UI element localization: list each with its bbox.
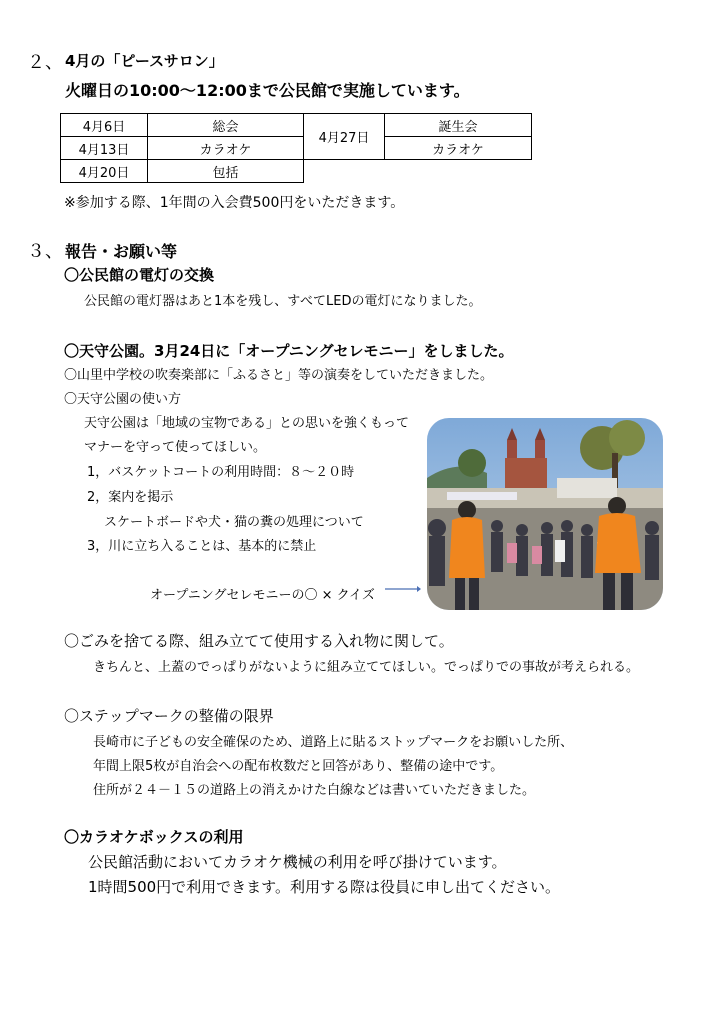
garbage-heading: 〇ごみを捨てる際、組み立てて使用する入れ物に関して。 xyxy=(64,632,454,650)
section2-subtitle: 火曜日の10:00～12:00まで公民館で実施しています。 xyxy=(65,81,470,100)
section2-title: 4月の「ピースサロン」 xyxy=(65,52,224,70)
schedule-event: 総会 xyxy=(148,114,304,137)
schedule-event-right: カラオケ xyxy=(385,137,532,160)
schedule-event: カラオケ xyxy=(148,137,304,160)
park-rule: 3，川に立ち入ることは、基本的に禁止 xyxy=(87,539,317,554)
park-rule: 2，案内を掲示 xyxy=(87,490,174,505)
section3-title: 報告・お願い等 xyxy=(65,242,178,261)
step-line: 長崎市に子どもの安全確保のため、道路上に貼るストップマークをお願いした所、 xyxy=(93,735,574,750)
park-heading: 〇天守公園。3月24日に「オープニングセレモニー」をしました。 xyxy=(64,342,514,360)
schedule-date-right: 4月27日 xyxy=(304,114,385,160)
schedule-date: 4月13日 xyxy=(61,137,148,160)
section2-number: ２、 xyxy=(27,52,63,73)
park-rule-detail: スケートボードや犬・猫の糞の処理について xyxy=(104,515,364,530)
park-line: 〇天守公園の使い方 xyxy=(64,392,182,407)
membership-fee-note: ※参加する際、1年間の入会費500円をいただきます。 xyxy=(64,195,405,211)
step-line: 年間上限5枚が自治会への配布枚数だと回答があり、整備の途中です。 xyxy=(93,759,504,774)
step-line: 住所が２４－１５の道路上の消えかけた白線などは書いていただきました。 xyxy=(93,783,536,798)
garbage-body: きちんと、上蓋のでっぱりがないように組み立ててほしい。でっぱりでの事故が考えられる。 xyxy=(93,660,640,675)
karaoke-line: 1時間500円で利用できます。利用する際は役員に申し出てください。 xyxy=(88,878,560,896)
photo-caption: オープニングセレモニーの〇 × クイズ xyxy=(150,588,375,603)
section3-number: ３、 xyxy=(27,241,63,262)
schedule-event: 包括 xyxy=(148,160,304,183)
light-body: 公民館の電灯器はあと1本を残し、すべてLEDの電灯になりました。 xyxy=(84,294,482,309)
light-heading: 〇公民館の電灯の交換 xyxy=(64,266,215,284)
park-line: 天守公園は「地域の宝物である」との思いを強くもって xyxy=(84,416,410,431)
caption-arrow-icon xyxy=(385,584,421,594)
schedule-table xyxy=(60,113,532,183)
schedule-date: 4月6日 xyxy=(61,114,148,137)
ceremony-photo xyxy=(427,418,663,610)
schedule-date: 4月20日 xyxy=(61,160,148,183)
schedule-event-right: 誕生会 xyxy=(385,114,532,137)
park-rule: 1，バスケットコートの利用時間：８～２０時 xyxy=(87,465,355,480)
park-line: マナーを守って使ってほしい。 xyxy=(84,440,267,455)
karaoke-line: 公民館活動においてカラオケ機械の利用を呼び掛けています。 xyxy=(88,853,507,871)
karaoke-heading: 〇カラオケボックスの利用 xyxy=(64,828,244,846)
step-heading: 〇ステップマークの整備の限界 xyxy=(64,707,274,725)
park-line: 〇山里中学校の吹奏楽部に「ふるさと」等の演奏をしていただきました。 xyxy=(64,368,494,383)
